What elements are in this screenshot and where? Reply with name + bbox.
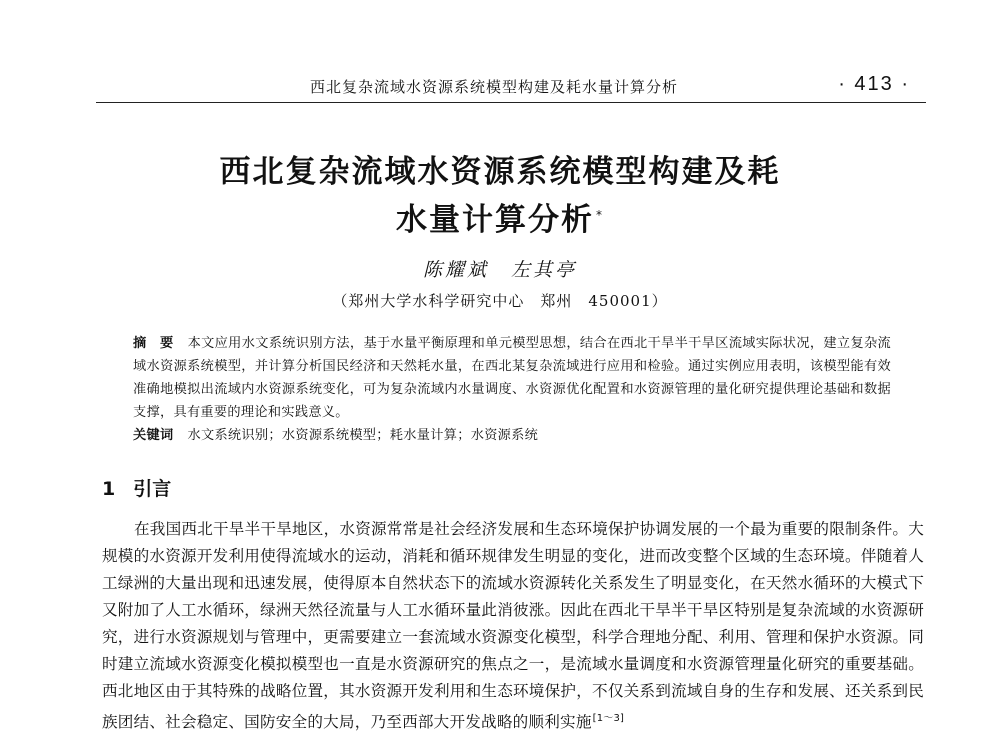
title-footnote-mark: * bbox=[596, 207, 604, 222]
title-text-2: 水量计算分析 bbox=[396, 202, 594, 238]
affiliation: （郑州大学水科学研究中心 郑州 450001） bbox=[332, 292, 668, 310]
abstract-label: 摘 要 bbox=[133, 336, 174, 351]
authors: 陈耀斌 左其亭 bbox=[422, 259, 577, 281]
paragraph-text: 在我国西北干旱半干旱地区，水资源常常是社会经济发展和生态环境保护协调发展的一个最为重要的限制条件。大规模的水资源开发利用使得流域水的运动，消耗和循环规律发生明显的变化，进而改变整个区域的生态环境。伴随着人工绿洲的大量出现和迅速发展，使得原本自然状态下的流域水资源转化关系发生了明显变化，在天然水循环的大模式下又附加了人工水循环，绿洲天然径流量与人工水循环量此消彼涨。因此在西北干旱半干旱区特别是复杂流域的水资源研究，进行水资源规划与管理中，更需要建立一套流域水资源变化模型，科学合理地分配、利用、管理和保护水资源。同时建立流域水资源变化模拟模型也一直是水资源研究的焦点之一，是流域水量调度和水资源管理量化研究的重要基础。西北地区由于其特殊的战略位置，其水资源开发利用和生态环境保护，不仅关系到流域自身的生存和发展、还关系到民族团结、社会稳定、国防安全的大局，乃至西部大开发战略的顺利实施 bbox=[102, 520, 924, 732]
body-text bbox=[102, 516, 924, 736]
title-text-1: 西北复杂流域水资源系统模型构建及耗 bbox=[219, 154, 781, 190]
paper-title-line-1 bbox=[100, 146, 900, 191]
running-header bbox=[96, 72, 926, 103]
abstract-paragraph bbox=[133, 332, 891, 424]
abstract-block bbox=[133, 332, 891, 447]
body-paragraph bbox=[102, 516, 924, 736]
section-title: 引言 bbox=[133, 478, 172, 500]
abstract-text: 本文应用水文系统识别方法，基于水量平衡原理和单元模型思想，结合在西北干旱半干旱区流域实际状况，建立复杂流域水资源系统模型，并计算分析国民经济和天然耗水量，在西北某复杂流域进行应用和检验。通过实例应用表明，该模型能有效准确地模拟出流域内水资源系统变化，可为复杂流域内水量调度、水资源优化配置和水资源管理的量化研究提供理论基础和数据支撑，具有重要的理论和实践意义。 bbox=[133, 336, 891, 420]
keywords-text: 水文系统识别；水资源系统模型；耗水量计算；水资源系统 bbox=[187, 428, 539, 443]
citation-mark: [1～3] bbox=[592, 713, 625, 724]
keywords-paragraph bbox=[133, 424, 891, 447]
section-heading bbox=[102, 474, 171, 501]
paper-title-line-2 bbox=[100, 194, 900, 239]
keywords-label: 关键词 bbox=[133, 428, 174, 443]
page-number: · 413 · bbox=[838, 73, 910, 95]
section-number: 1 bbox=[102, 478, 116, 500]
running-title: 西北复杂流域水资源系统模型构建及耗水量计算分析 bbox=[310, 78, 679, 96]
